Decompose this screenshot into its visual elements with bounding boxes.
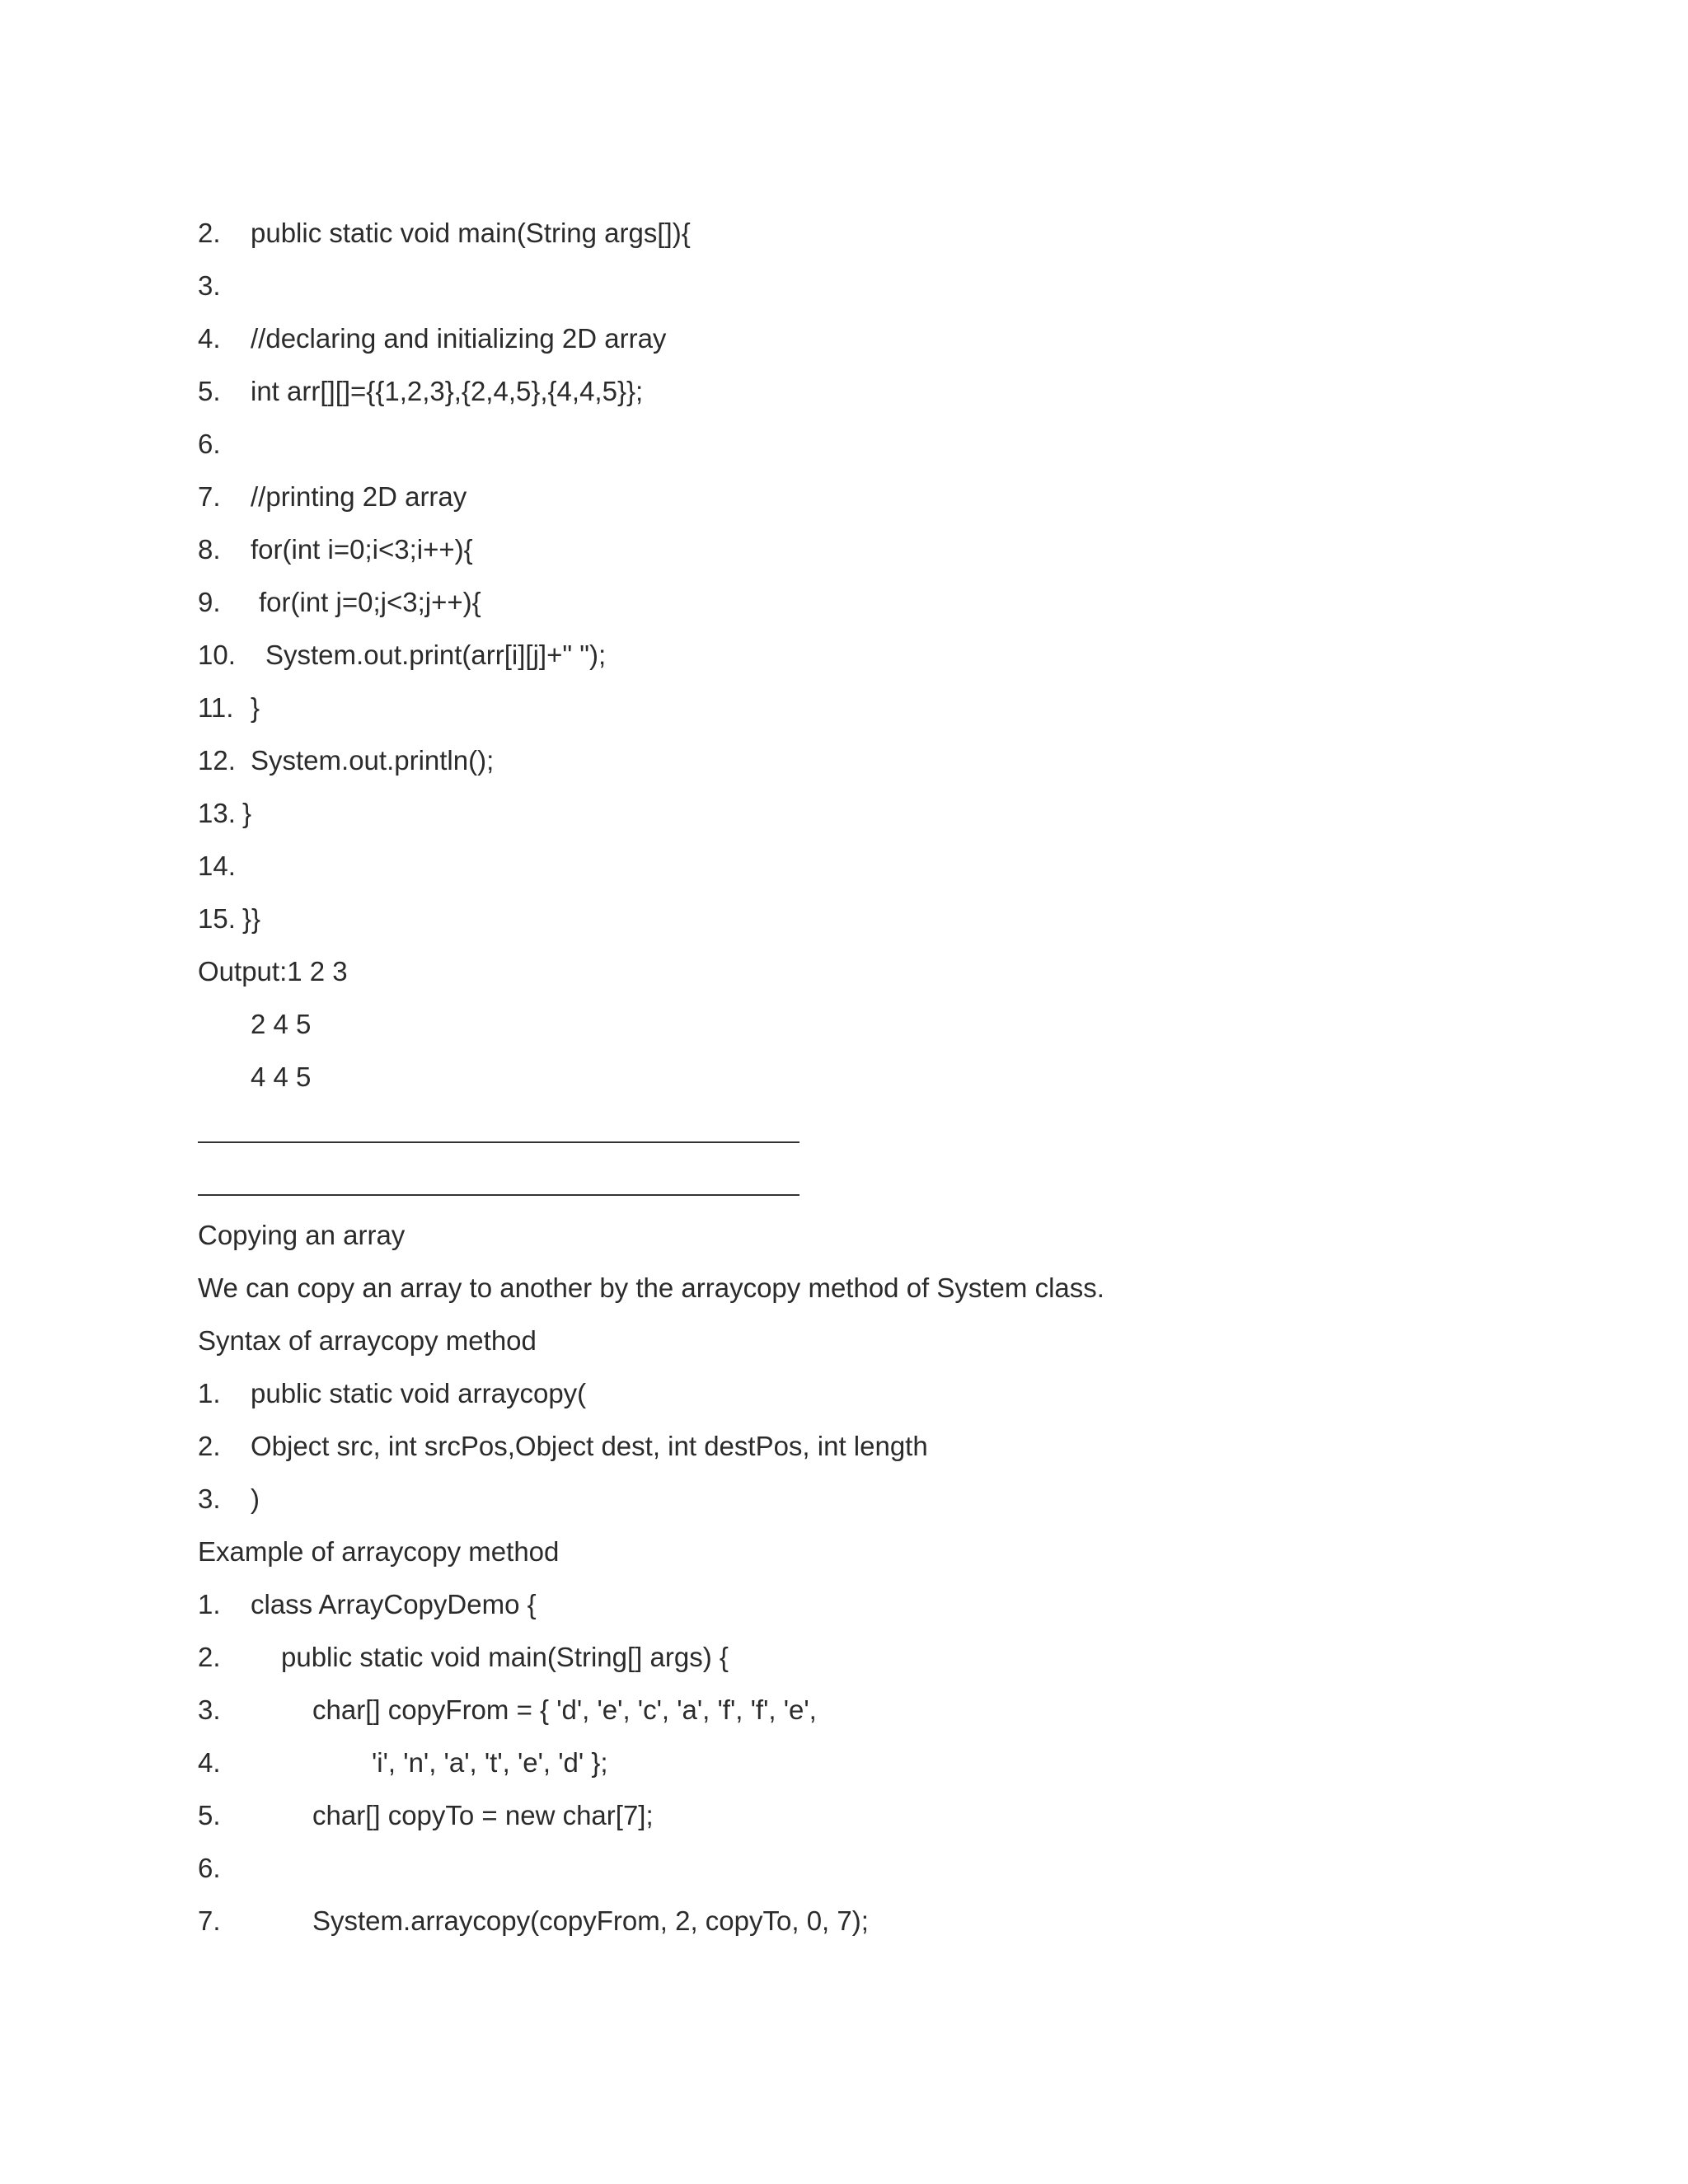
line-number: 4. <box>198 323 221 354</box>
line-number: 15. <box>198 903 236 934</box>
code-text: System.arraycopy(copyFrom, 2, copyTo, 0, 7); <box>312 1905 869 1936</box>
code-text: for(int i=0;i<3;i++){ <box>251 534 473 565</box>
example-line <box>198 1694 817 1727</box>
code-line <box>198 639 606 672</box>
output-line: 4 4 5 <box>251 1062 312 1092</box>
example-line <box>198 1746 608 1779</box>
code-line <box>198 480 467 513</box>
example-line <box>198 1905 869 1938</box>
code-text: } <box>242 798 252 828</box>
line-number: 7. <box>198 1905 221 1936</box>
code-line <box>198 269 251 302</box>
code-text: 'i', 'n', 'a', 't', 'e', 'd' }; <box>372 1747 608 1778</box>
code-text: System.out.print(arr[i][j]+" "); <box>265 640 607 670</box>
line-number: 2. <box>198 1431 221 1461</box>
line-number: 1. <box>198 1589 221 1619</box>
example-line <box>198 1641 729 1674</box>
line-number: 5. <box>198 1800 221 1830</box>
line-number: 13. <box>198 798 236 828</box>
code-line <box>198 691 260 724</box>
line-number: 2. <box>198 1642 221 1672</box>
line-number: 9. <box>198 587 221 617</box>
code-text: public static void main(String[] args) { <box>281 1642 729 1672</box>
code-text: for(int j=0;j<3;j++){ <box>259 587 481 617</box>
code-line <box>198 744 494 777</box>
code-line <box>198 533 473 566</box>
line-number: 3. <box>198 1483 221 1514</box>
syntax-line <box>198 1377 586 1410</box>
code-text: public static void main(String args[]){ <box>251 218 691 248</box>
section-description: We can copy an array to another by the arraycopy method of System class. <box>198 1272 1104 1303</box>
code-line <box>198 797 251 830</box>
code-text: char[] copyTo = new char[7]; <box>312 1800 654 1830</box>
line-number: 1. <box>198 1378 221 1408</box>
section-heading: Copying an array <box>198 1220 406 1250</box>
line-number: 14. <box>198 851 236 881</box>
code-text: int arr[][]={{1,2,3},{2,4,5},{4,4,5}}; <box>251 376 644 406</box>
output-line: 2 4 5 <box>251 1009 312 1039</box>
example-line <box>198 1799 654 1832</box>
code-text: } <box>251 692 260 723</box>
syntax-line <box>198 1483 260 1516</box>
code-text: Object src, int srcPos,Object dest, int destPos, int length <box>251 1431 928 1461</box>
line-number: 11. <box>198 692 234 723</box>
line-number: 12. <box>198 745 236 776</box>
separator-line <box>198 1194 799 1196</box>
line-number: 3. <box>198 270 221 301</box>
code-text: //declaring and initializing 2D array <box>251 323 667 354</box>
line-number: 3. <box>198 1694 221 1725</box>
syntax-line <box>198 1430 928 1463</box>
code-text: System.out.println(); <box>251 745 495 776</box>
syntax-heading: Syntax of arraycopy method <box>198 1325 537 1356</box>
code-text: }} <box>242 903 261 934</box>
code-line <box>198 375 643 408</box>
line-number: 4. <box>198 1747 221 1778</box>
example-heading: Example of arraycopy method <box>198 1536 560 1567</box>
code-text: //printing 2D array <box>251 481 467 512</box>
separator-line <box>198 1141 799 1143</box>
code-text: char[] copyFrom = { 'd', 'e', 'c', 'a', 'f', 'f', 'e', <box>312 1694 817 1725</box>
line-number: 6. <box>198 429 221 459</box>
line-number: 6. <box>198 1853 221 1883</box>
line-number: 8. <box>198 534 221 565</box>
output-label: Output:1 2 3 <box>198 956 348 987</box>
code-line <box>198 428 251 461</box>
code-text: class ArrayCopyDemo { <box>251 1589 537 1619</box>
code-line <box>198 850 251 883</box>
line-number: 7. <box>198 481 221 512</box>
line-number: 5. <box>198 376 221 406</box>
code-text: public static void arraycopy( <box>251 1378 587 1408</box>
line-number: 10. <box>198 640 236 670</box>
example-line <box>198 1852 251 1885</box>
code-line <box>198 586 481 619</box>
code-line <box>198 217 691 250</box>
code-line <box>198 322 666 355</box>
line-number: 2. <box>198 218 221 248</box>
example-line <box>198 1588 537 1621</box>
code-line <box>198 902 260 935</box>
code-text: ) <box>251 1483 260 1514</box>
